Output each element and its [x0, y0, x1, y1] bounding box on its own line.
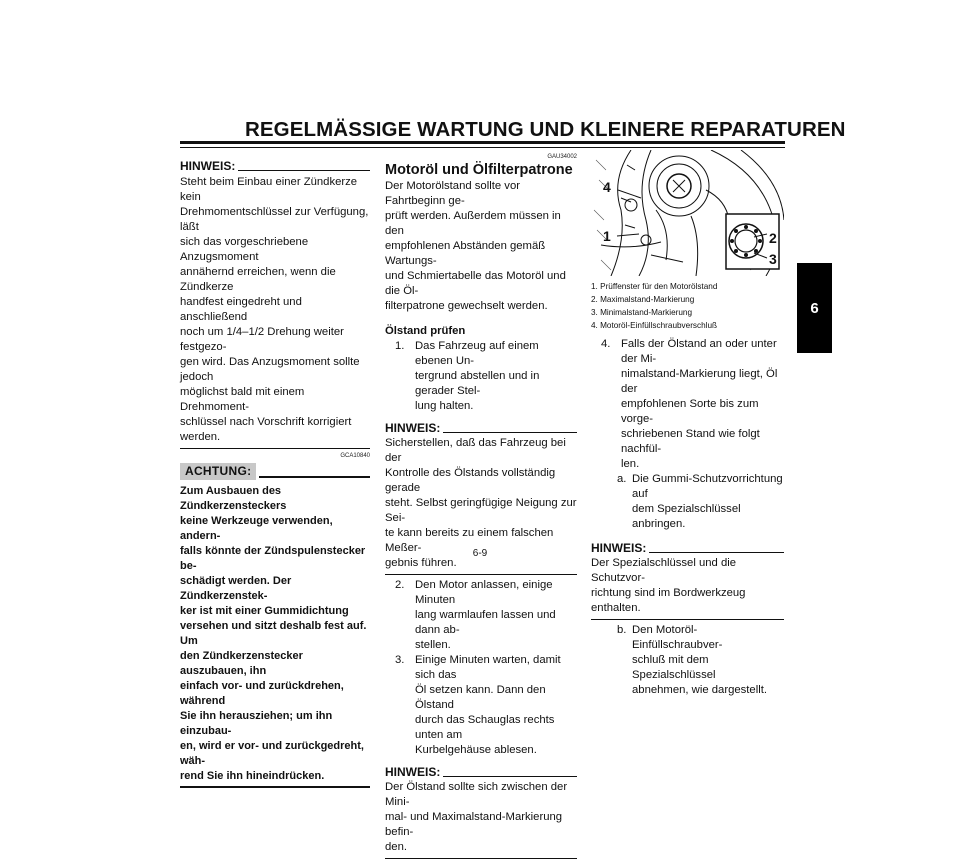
- figure-label-2: 2: [769, 230, 777, 246]
- text-line: annähernd erreichen, wenn die Zündkerze: [180, 266, 336, 293]
- section-title: Motoröl und Ölfilterpatrone: [385, 162, 573, 178]
- step-number: 3.: [395, 654, 405, 666]
- text-line: Die Gummi-Schutzvorrichtung auf: [632, 473, 783, 500]
- caption-item: 1. Prüffenster für den Motorölstand: [591, 282, 718, 291]
- text-line: rend Sie ihn hineindrücken.: [180, 770, 325, 782]
- hinweis-label: HINWEIS:: [180, 159, 236, 173]
- step-number: 4.: [601, 338, 611, 350]
- step-number: 1.: [395, 340, 405, 352]
- hinweis-text: [385, 780, 577, 855]
- step-1: [385, 339, 577, 414]
- hinweis-heading: [385, 765, 577, 780]
- text-line: Drehmomentschlüssel zur Verfügung, läßt: [180, 206, 369, 233]
- text-line: schädigt werden. Der Zündkerzenstek-: [180, 575, 292, 602]
- section-divider: [180, 786, 370, 788]
- reference-code: GCA10840: [340, 453, 370, 459]
- right-column: [591, 337, 784, 698]
- text-line: den.: [385, 841, 407, 853]
- text-line: lung halten.: [415, 400, 474, 412]
- figure-label-1: 1: [603, 228, 611, 244]
- achtung-label: ACHTUNG:: [180, 463, 256, 480]
- text-line: steht. Selbst geringfügige Neigung zur Sei-: [385, 497, 577, 524]
- text-line: Öl setzen kann. Dann den Ölstand: [415, 684, 546, 711]
- figure-label-4: 4: [603, 179, 611, 195]
- intro-text: [385, 179, 577, 314]
- middle-column: [385, 153, 577, 859]
- text-line: gebnis führen.: [385, 557, 457, 569]
- text-line: nimalstand-Markierung liegt, Öl der: [621, 368, 778, 395]
- section-divider: [591, 619, 784, 620]
- text-line: tergrund abstellen und in gerader Stel-: [415, 370, 540, 397]
- text-line: lang warmlaufen lassen und dann ab-: [415, 609, 556, 636]
- figure-label-3: 3: [769, 251, 777, 267]
- text-line: einfach vor- und zurückdrehen, während: [180, 680, 344, 707]
- hinweis-label: HINWEIS:: [591, 541, 647, 555]
- text-line: filterpatrone gewechselt werden.: [385, 300, 548, 312]
- text-line: ker ist mit einer Gummidichtung: [180, 605, 349, 617]
- chapter-tab[interactable]: 6: [797, 263, 832, 353]
- text-line: handfest eingedreht und anschließend: [180, 296, 302, 323]
- achtung-text: [180, 484, 370, 784]
- step-2: [385, 578, 577, 653]
- figure-caption: [591, 280, 717, 332]
- page-number: 6-9: [472, 548, 488, 559]
- text-line: Den Motoröl-Einfüllschraubver-: [632, 624, 723, 651]
- section-divider: [180, 448, 370, 449]
- text-line: falls könnte der Zündspulenstecker be-: [180, 545, 366, 572]
- text-line: empfohlenen Sorte bis zum vorge-: [621, 398, 759, 425]
- text-line: dem Spezialschlüssel anbringen.: [632, 503, 741, 530]
- achtung-heading: [180, 463, 370, 480]
- text-line: durch das Schauglas rechts unten am: [415, 714, 555, 741]
- text-line: mal- und Maximalstand-Markierung befin-: [385, 811, 563, 838]
- engine-oil-level-figure: [591, 150, 784, 276]
- text-line: Das Fahrzeug auf einem ebenen Un-: [415, 340, 539, 367]
- caption-item: 3. Minimalstand-Markierung: [591, 308, 693, 317]
- text-line: Einige Minuten warten, damit sich das: [415, 654, 561, 681]
- text-line: Falls der Ölstand an oder unter der Mi-: [621, 338, 777, 365]
- text-line: möglichst bald mit einem Drehmoment-: [180, 386, 305, 413]
- text-line: Der Spezialschlüssel und die Schutzvor-: [591, 557, 737, 584]
- engine-illustration: [591, 150, 784, 276]
- text-line: richtung sind im Bordwerkzeug enthalten.: [591, 587, 746, 614]
- caption-item: 4. Motoröl-Einfüllschraubverschluß: [591, 321, 718, 330]
- text-line: Kontrolle des Ölstands vollständig gerade: [385, 467, 556, 494]
- text-line: te kann bereits zu einem falschen Meßer-: [385, 527, 554, 554]
- text-line: gen wird. Das Anzugsmoment sollte jedoch: [180, 356, 360, 383]
- text-line: den Zündkerzenstecker auszubauen, ihn: [180, 650, 303, 677]
- text-line: Kurbelgehäuse ablesen.: [415, 744, 537, 756]
- subsection-title: Ölstand prüfen: [385, 325, 466, 337]
- hinweis-text: [180, 175, 370, 445]
- text-line: Der Motorölstand sollte vor Fahrtbeginn ge-: [385, 180, 520, 207]
- text-line: Steht beim Einbau einer Zündkerze kein: [180, 176, 358, 203]
- step-letter: a.: [617, 473, 627, 485]
- hinweis-label: HINWEIS:: [385, 421, 441, 435]
- header-rule-thin: [180, 147, 785, 148]
- reference-code: GAU34002: [547, 154, 577, 160]
- page-header-title: REGELMÄSSIGE WARTUNG UND KLEINERE REPARATUREN: [245, 118, 846, 141]
- text-line: sich das vorgeschriebene Anzugsmoment: [180, 236, 309, 263]
- text-line: prüft werden. Außerdem müssen in den: [385, 210, 561, 237]
- hinweis-heading: [591, 541, 784, 556]
- step-number: 2.: [395, 579, 405, 591]
- step-letter: b.: [617, 624, 627, 636]
- text-line: und Schmiertabelle das Motoröl und die Öl-: [385, 270, 566, 297]
- text-line: stellen.: [415, 639, 451, 651]
- step-4b: [591, 623, 784, 698]
- text-line: Zum Ausbauen des Zündkerzensteckers: [180, 485, 287, 512]
- hinweis-label: HINWEIS:: [385, 765, 441, 779]
- step-4: [591, 337, 784, 472]
- left-column: [180, 159, 370, 788]
- text-line: versehen und sitzt deshalb fest auf. Um: [180, 620, 367, 647]
- hinweis-heading: [385, 421, 577, 436]
- header-rule-thick: [180, 141, 785, 144]
- text-line: abnehmen, wie dargestellt.: [632, 684, 768, 696]
- text-line: Der Ölstand sollte sich zwischen der Mini-: [385, 781, 568, 808]
- step-3: [385, 653, 577, 758]
- text-line: Sicherstellen, daß das Fahrzeug bei der: [385, 437, 566, 464]
- caption-item: 2. Maximalstand-Markierung: [591, 295, 695, 304]
- text-line: empfohlenen Abständen gemäß Wartungs-: [385, 240, 546, 267]
- text-line: Den Motor anlassen, einige Minuten: [415, 579, 553, 606]
- text-line: Sie ihn herausziehen; um ihn einzubau-: [180, 710, 333, 737]
- text-line: schriebenen Stand wie folgt nachfül-: [621, 428, 760, 455]
- hinweis-text: [591, 556, 784, 616]
- section-divider: [385, 574, 577, 575]
- text-line: keine Werkzeuge verwenden, andern-: [180, 515, 333, 542]
- text-line: schlüssel nach Vorschrift korrigiert werden.: [180, 416, 352, 443]
- text-line: en, wird er vor- und zurückgedreht, wäh-: [180, 740, 364, 767]
- hinweis-heading: [180, 159, 370, 174]
- step-4a: [591, 472, 784, 532]
- text-line: noch um 1/4–1/2 Drehung weiter festgezo-: [180, 326, 344, 353]
- text-line: schluß mit dem Spezialschlüssel: [632, 654, 716, 681]
- text-line: len.: [621, 458, 640, 470]
